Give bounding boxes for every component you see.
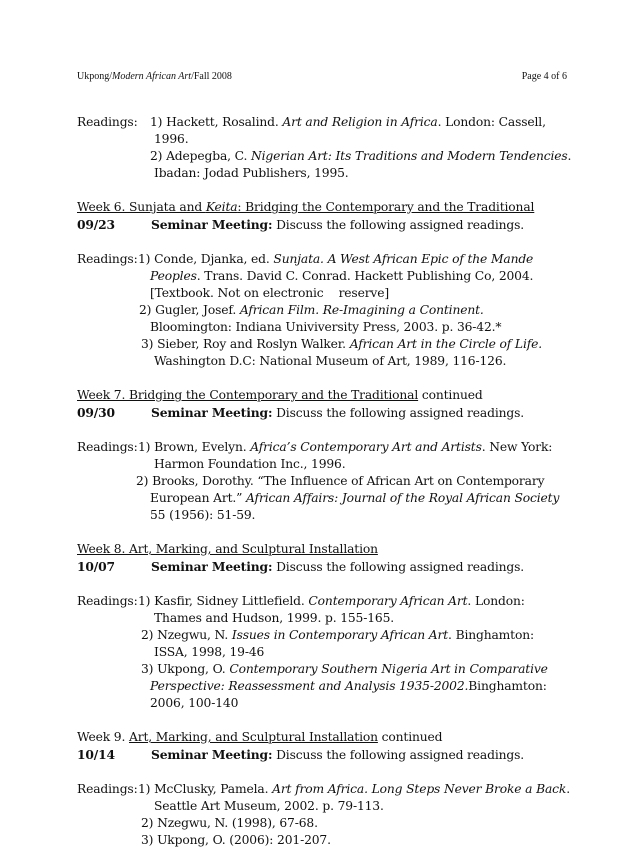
- week7-meeting: 09/30 Seminar Meeting: Discuss the following assigned readings.: [77, 405, 525, 420]
- reading-line: Perspective: Reassessment and Analysis 1935-2002.Binghamton:: [150, 679, 547, 693]
- week9-title: Week 9. Art, Marking, and Sculptural Installation continued: [77, 730, 443, 744]
- reading-line: ISSA, 1998, 19-46: [154, 645, 265, 659]
- week6-section: [77, 199, 577, 370]
- reading-line: Ibadan: Jodad Publishers, 1995.: [154, 166, 349, 180]
- week8-section: [77, 541, 577, 712]
- week5-readings: [77, 114, 577, 182]
- reading-line: Readings: 1) Hackett, Rosalind. Art and Religion in Africa. London: Cassell,: [77, 115, 546, 129]
- page-number: Page 4 of 6: [521, 71, 567, 82]
- reading-line: Readings:1) Brown, Evelyn. Africa’s Contemporary Art and Artists. New York:: [77, 440, 553, 454]
- reading-line: Readings:1) McClusky, Pamela. Art from Africa. Long Steps Never Broke a Back.: [77, 782, 570, 796]
- reading-line: [Textbook. Not on electronic reserve]: [150, 286, 390, 300]
- reading-line: 2) Nzegwu, N. Issues in Contemporary African Art. Binghamton:: [141, 628, 534, 642]
- header-left: Ukpong/Modern African Art/Fall 2008: [77, 71, 232, 82]
- week6-meeting: 09/23 Seminar Meeting: Discuss the following assigned readings.: [77, 217, 525, 232]
- week7-title: Week 7. Bridging the Contemporary and the Traditional continued: [77, 388, 483, 402]
- reading-line: Thames and Hudson, 1999. p. 155-165.: [154, 611, 395, 625]
- week6-title: Week 6. Sunjata and Keita: Bridging the Contemporary and the Traditional: [77, 200, 535, 214]
- week8-meeting: 10/07 Seminar Meeting: Discuss the following assigned readings.: [77, 559, 525, 574]
- reading-line: 3) Ukpong, O. (2006): 201-207.: [141, 833, 331, 847]
- reading-line: 2) Brooks, Dorothy. “The Influence of African Art on Contemporary: [136, 474, 545, 488]
- week9-meeting: 10/14 Seminar Meeting: Discuss the following assigned readings.: [77, 747, 525, 762]
- reading-line: 3) Ukpong, O. Contemporary Southern Nigeria Art in Comparative: [141, 662, 548, 676]
- running-header: [77, 71, 567, 82]
- reading-line: 2) Gugler, Josef. African Film. Re-Imagining a Continent.: [139, 303, 484, 317]
- reading-line: Readings:1) Kasfir, Sidney Littlefield. Contemporary African Art. London:: [77, 594, 525, 608]
- reading-line: European Art.” African Affairs: Journal of the Royal African Society: [150, 491, 560, 505]
- week8-title: Week 8. Art, Marking, and Sculptural Installation: [77, 542, 378, 556]
- reading-line: Bloomington: Indiana Univiversity Press, 2003. p. 36-42.*: [150, 320, 502, 334]
- reading-line: 3) Sieber, Roy and Roslyn Walker. African Art in the Circle of Life.: [141, 337, 543, 351]
- reading-line: Seattle Art Museum, 2002. p. 79-113.: [154, 799, 384, 813]
- reading-line: 1996.: [154, 132, 189, 146]
- reading-line: Peoples. Trans. David C. Conrad. Hackett Publishing Co, 2004.: [150, 269, 534, 283]
- week9-section: [77, 729, 577, 849]
- reading-line: 2) Adepegba, C. Nigerian Art: Its Traditions and Modern Tendencies.: [150, 149, 572, 163]
- syllabus-body: [77, 114, 577, 849]
- reading-line: 2) Nzegwu, N. (1998), 67-68.: [141, 816, 318, 830]
- reading-line: Readings:1) Conde, Djanka, ed. Sunjata. A West African Epic of the Mande: [77, 252, 534, 266]
- reading-line: 2006, 100-140: [150, 696, 239, 710]
- reading-line: 55 (1956): 51-59.: [150, 508, 256, 522]
- reading-line: Harmon Foundation Inc., 1996.: [154, 457, 346, 471]
- week7-section: [77, 387, 577, 524]
- reading-line: Washington D.C: National Museum of Art, 1989, 116-126.: [154, 354, 507, 368]
